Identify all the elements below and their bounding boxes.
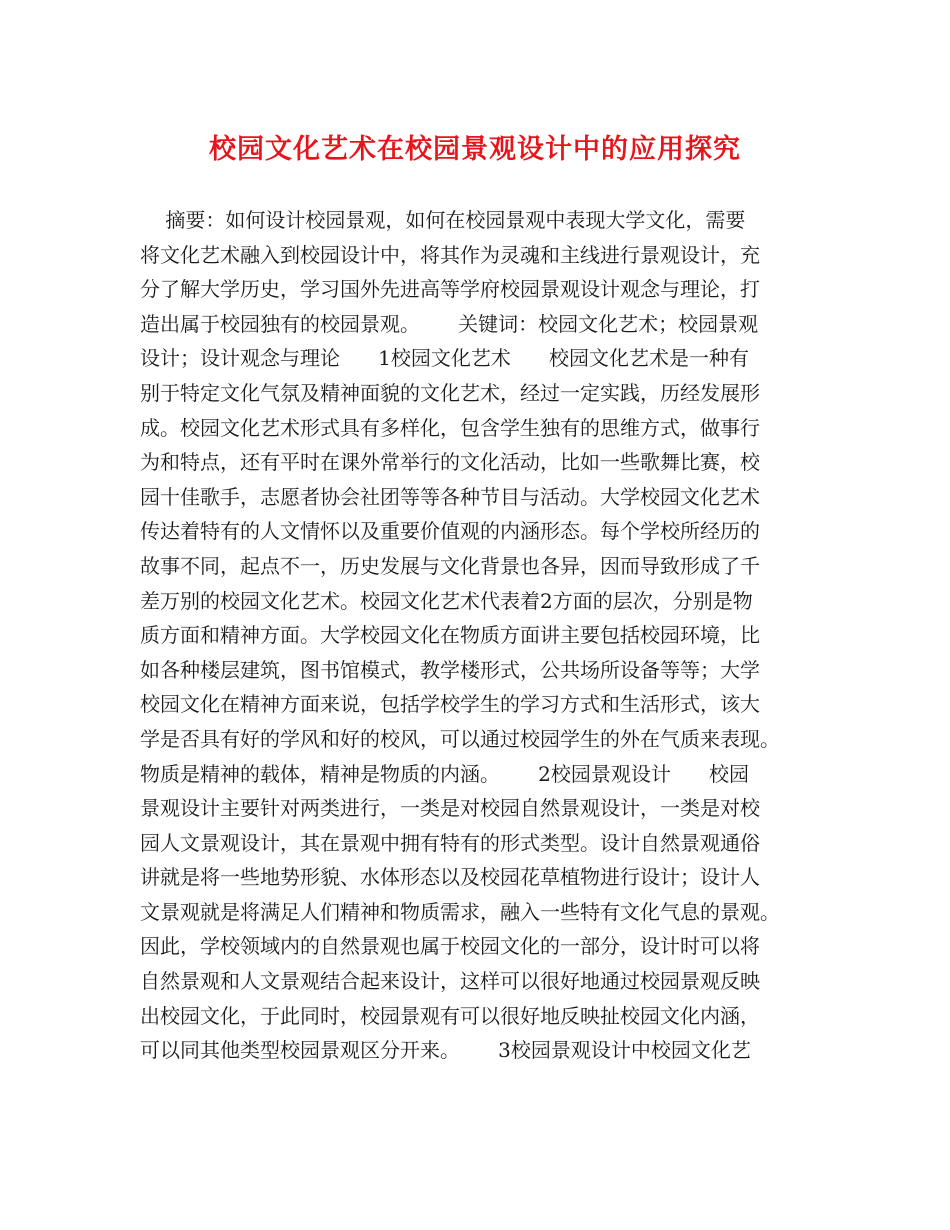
document-title: 校园文化艺术在校园景观设计中的应用探究 — [209, 134, 741, 165]
body-line: 园十佳歌手，志愿者协会社团等等各种节目与活动。大学校园文化艺术 — [140, 484, 760, 509]
body-line: 自然景观和人文景观结合起来设计，这样可以很好地通过校园景观反映 — [140, 969, 760, 994]
body-line: 如各种楼层建筑，图书馆模式，教学楼形式，公共场所设备等等；大学 — [140, 657, 760, 682]
body-line: 讲就是将一些地势形貌、水体形态以及校园花草植物进行设计；设计人 — [140, 865, 760, 890]
body-line: 文景观就是将满足人们精神和物质需求，融入一些特有文化气息的景观。 — [140, 899, 780, 924]
body-line: 园人文景观设计，其在景观中拥有特有的形式类型。设计自然景观通俗 — [140, 830, 760, 855]
body-line: 景观设计主要针对两类进行，一类是对校园自然景观设计，一类是对校 — [140, 796, 760, 821]
body-line: 校园文化在精神方面来说，包括学校学生的学习方式和生活形式，该大 — [140, 692, 760, 717]
body-line: 学是否具有好的学风和好的校风，可以通过校园学生的外在气质来表现。 — [140, 726, 780, 751]
body-line: 将文化艺术融入到校园设计中，将其作为灵魂和主线进行景观设计，充 — [140, 242, 760, 267]
document-body — [140, 203, 830, 1068]
body-line: 成。校园文化艺术形式具有多样化，包含学生独有的思维方式，做事行 — [140, 415, 760, 440]
body-line: 差万别的校园文化艺术。校园文化艺术代表着2方面的层次，分别是物 — [140, 588, 753, 613]
body-line: 故事不同，起点不一，历史发展与文化背景也各异，因而导致形成了千 — [140, 553, 760, 578]
body-line: 质方面和精神方面。大学校园文化在物质方面讲主要包括校园环境，比 — [140, 623, 760, 648]
body-line: 为和特点，还有平时在课外常举行的文化活动，比如一些歌舞比赛，校 — [140, 450, 760, 475]
body-line: 物质是精神的载体，精神是物质的内涵。 2校园景观设计 校园 — [140, 761, 750, 786]
body-line: 别于特定文化气氛及精神面貌的文化艺术，经过一定实践，历经发展形 — [140, 380, 760, 405]
body-line: 出校园文化，于此同时，校园景观有可以很好地反映扯校园文化内涵， — [140, 1003, 760, 1028]
body-line: 可以同其他类型校园景观区分开来。 3校园景观设计中校园文化艺 — [140, 1038, 751, 1063]
body-line: 因此，学校领域内的自然景观也属于校园文化的一部分，设计时可以将 — [140, 934, 760, 959]
body-line: 传达着特有的人文情怀以及重要价值观的内涵形态。每个学校所经历的 — [140, 519, 760, 544]
body-line: 摘要：如何设计校园景观，如何在校园景观中表现大学文化，需要 — [140, 208, 746, 232]
body-line: 分了解大学历史，学习国外先进高等学府校园景观设计观念与理论，打 — [140, 277, 760, 302]
body-line: 设计；设计观念与理论 1校园文化艺术 校园文化艺术是一种有 — [140, 346, 750, 371]
body-line: 造出属于校园独有的校园景观。 关键词：校园文化艺术；校园景观 — [140, 311, 759, 336]
